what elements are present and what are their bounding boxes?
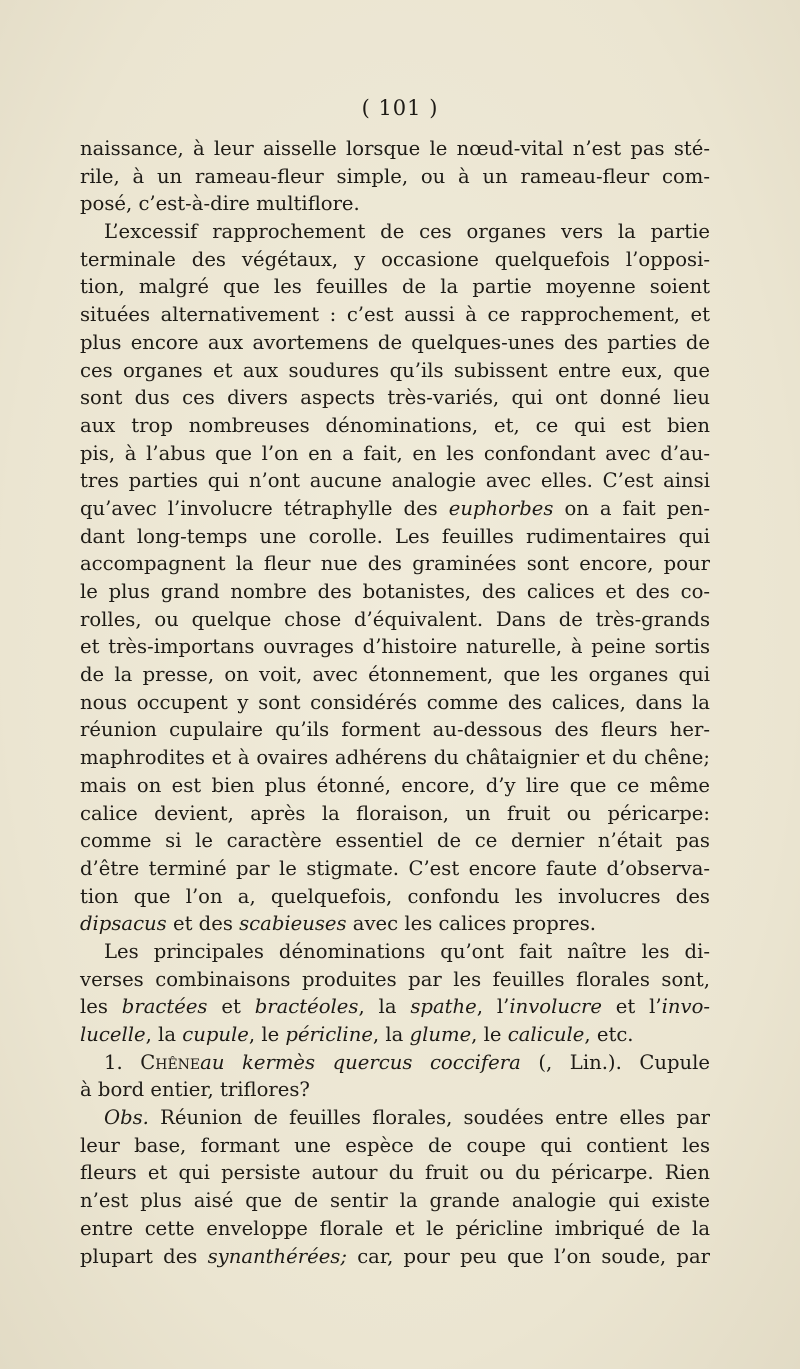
text-line (80, 190, 710, 218)
text-run: et des (166, 912, 240, 936)
text-line (80, 1076, 710, 1104)
text-run: , la (145, 1023, 183, 1046)
text-line (80, 1049, 710, 1077)
text-line (80, 855, 710, 883)
text-line (80, 495, 710, 523)
text-line (80, 412, 710, 440)
text-line (80, 578, 710, 606)
italic-term: au kermès (200, 1050, 316, 1074)
italic-term: scabieuses (239, 912, 347, 936)
text-run: L’excessif rapprochement de ces organes vers la partie (104, 220, 710, 244)
text-run: rolles, ou quelque chose d’équivalent. Dans de très-grands (80, 607, 710, 631)
text-run: tion, malgré que les feuilles de la partie moyenne soient (80, 275, 710, 299)
text-line (80, 550, 710, 578)
text-run: calice devient, après la floraison, un fruit ou péricarpe: (80, 801, 710, 825)
text-run: aux trop nombreuses dénominations, et, ce qui est bien (80, 413, 710, 437)
text-run: 1. (104, 1050, 141, 1074)
italic-term: involucre (509, 995, 602, 1019)
text-line (80, 606, 710, 634)
text-run: , la (358, 995, 411, 1019)
text-line (80, 301, 710, 329)
text-run: mais on est bien plus étonné, encore, d’y lire que ce même (80, 773, 710, 797)
text-line (80, 1132, 710, 1160)
text-run: accompagnent la fleur nue des graminées sont encore, pour (80, 552, 710, 576)
text-run: , le (471, 1023, 508, 1046)
text-line (80, 1243, 710, 1271)
italic-term: synanthérées; (207, 1244, 347, 1268)
text-run: fleurs et qui persiste autour du fruit ou du péricarpe. Rien (80, 1161, 710, 1185)
text-line (80, 689, 710, 717)
text-run: tres parties qui n’ont aucune analogie avec elles. C’est ainsi (80, 469, 710, 493)
text-run: , l’ (476, 995, 510, 1019)
text-line (80, 384, 710, 412)
text-line (80, 910, 710, 938)
text-line (80, 135, 710, 163)
text-run: ( (520, 1050, 547, 1074)
body-text (80, 135, 710, 1270)
text-run: Réunion de feuilles florales, soudées entre elles par (148, 1106, 710, 1130)
text-line (80, 467, 710, 495)
text-run: , le (248, 1023, 286, 1046)
text-run: , Lin.). Cupule (546, 1050, 710, 1074)
text-line (80, 661, 710, 689)
text-run: posé, c’est-à-dire multiflore. (80, 192, 360, 216)
italic-term: bractéoles (254, 995, 359, 1019)
text-run: situées alternativement : c’est aussi à ce rapprochement, et (80, 303, 710, 327)
text-line (80, 1021, 710, 1049)
text-run: , la (372, 1023, 410, 1046)
text-run: plupart des (80, 1244, 208, 1268)
text-run: verses combinaisons produites par les feuilles florales sont, (80, 967, 710, 991)
text-line (80, 1104, 710, 1132)
text-run: et très-importans ouvrages d’histoire naturelle, à peine sortis (80, 635, 710, 659)
text-run: le plus grand nombre des botanistes, des calices et des co- (80, 580, 710, 603)
text-line (80, 883, 710, 911)
text-line (80, 329, 710, 357)
text-line (80, 1215, 710, 1243)
text-run: entre cette enveloppe florale et le péricline imbriqué de la (80, 1216, 710, 1240)
text-line (80, 800, 710, 828)
text-run: tion que l’on a, quelquefois, confondu les involucres des (80, 884, 710, 908)
italic-term: Obs. (104, 1106, 149, 1130)
italic-term: lucelle (80, 1023, 146, 1046)
text-line (80, 744, 710, 772)
italic-term: dipsacus (80, 912, 167, 936)
text-run: Chêne (140, 1050, 201, 1074)
text-run: comme si le caractère essentiel de ce dernier n’était pas (80, 829, 710, 853)
italic-term: invo- (661, 995, 710, 1019)
text-line (80, 440, 710, 468)
page-number: ( 101 ) (361, 96, 439, 120)
text-run: n’est plus aisé que de sentir la grande analogie qui existe (80, 1189, 710, 1213)
text-run: réunion cupulaire qu’ils forment au-dessous des fleurs her- (80, 718, 710, 742)
text-run: les (80, 995, 122, 1019)
text-line (80, 1159, 710, 1187)
italic-term: quercus coccifera (332, 1050, 521, 1074)
italic-term: glume (409, 1023, 472, 1046)
italic-term: péricline (285, 1023, 373, 1046)
text-line (80, 716, 710, 744)
text-run: sont dus ces divers aspects très-variés, qui ont donné lieu (80, 386, 710, 410)
text-run: avec les calices propres. (346, 912, 597, 936)
text-run: Les principales dénominations qu’ont fait naître les di- (104, 939, 710, 963)
text-line (80, 218, 710, 246)
text-line (80, 163, 710, 191)
text-line (80, 633, 710, 661)
italic-term: bractées (121, 995, 208, 1019)
text-run: nous occupent y sont considérés comme des calices, dans la (80, 690, 710, 714)
italic-term: spathe (410, 995, 477, 1019)
text-line (80, 357, 710, 385)
text-run: , etc. (584, 1023, 634, 1046)
text-line (80, 772, 710, 800)
text-run: à bord entier, triflores? (80, 1078, 310, 1102)
text-run: et (207, 995, 255, 1019)
text-line (80, 1187, 710, 1215)
text-line (80, 993, 710, 1021)
text-run: leur base, formant une espèce de coupe qui contient les (80, 1133, 710, 1157)
text-run: car, pour peu que l’on soude, par (346, 1244, 710, 1268)
text-line (80, 938, 710, 966)
text-run: naissance, à leur aisselle lorsque le nœud-vital n’est pas sté- (80, 137, 710, 160)
italic-term: calicule (507, 1023, 585, 1046)
italic-term: euphorbes (448, 496, 554, 520)
text-line (80, 246, 710, 274)
text-line (80, 273, 710, 301)
text-run: dant long-temps une corolle. Les feuilles rudimentaires qui (80, 524, 710, 548)
text-line (80, 966, 710, 994)
italic-term: cupule (182, 1023, 249, 1046)
text-run: pis, à l’abus que l’on en a fait, en les confondant avec d’au- (80, 441, 710, 465)
text-run: d’être terminé par le stigmate. C’est encore faute d’observa- (80, 856, 710, 880)
text-run: on a fait pen- (553, 496, 710, 520)
text-run: terminale des végétaux, y occasione quelquefois l’opposi- (80, 247, 710, 271)
text-run: ces organes et aux soudures qu’ils subissent entre eux, que (80, 358, 710, 382)
text-line (80, 523, 710, 551)
text-run: rile, à un rameau-fleur simple, ou à un rameau-fleur com- (80, 164, 710, 188)
text-run: et l’ (601, 995, 662, 1019)
text-run: de la presse, on voit, avec étonnement, que les organes qui (80, 663, 710, 687)
text-line (80, 827, 710, 855)
text-run (315, 1051, 333, 1074)
text-run: maphrodites et à ovaires adhérens du châtaignier et du chêne; (80, 746, 710, 770)
text-run: qu’avec l’involucre tétraphylle des (80, 496, 449, 520)
text-run: plus encore aux avortemens de quelques-unes des parties de (80, 330, 710, 354)
